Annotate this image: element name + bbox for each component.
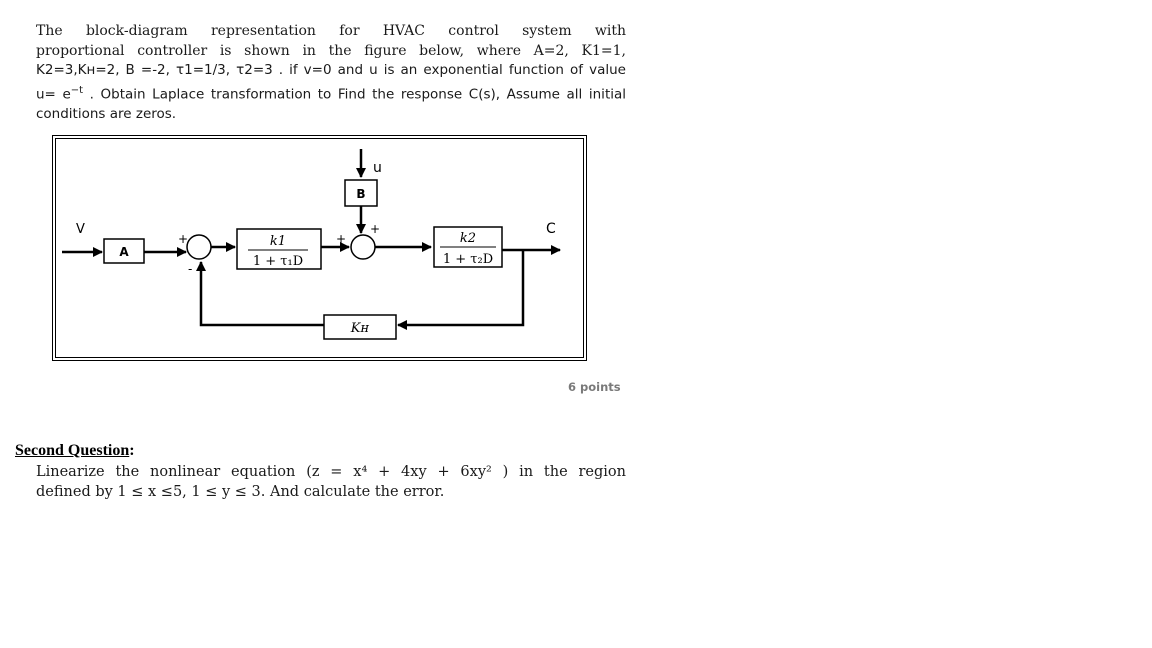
block-b-label: B [356, 187, 366, 201]
question2-title-text: Second Question [15, 442, 130, 459]
question2-title [15, 442, 135, 460]
exponent: −t [70, 84, 84, 96]
sum2-plus-top: + [370, 222, 381, 236]
question2-title-colon: : [129, 442, 135, 459]
q1-line-4 [36, 81, 626, 105]
g1-numerator: k1 [269, 234, 287, 249]
question2-text [36, 463, 626, 502]
feedback-line-left [201, 262, 324, 325]
question1-text [36, 22, 626, 124]
q1-line-4-rest: . Obtain Laplace transformation to Find the response C(s), Assume all initial [83, 86, 627, 102]
summing-junction-2 [351, 235, 375, 259]
q1-line-5: conditions are zeros. [36, 105, 177, 122]
g2-numerator: k2 [459, 231, 477, 246]
q2-line-2: defined by 1 ≤ x ≤5, 1 ≤ y ≤ 3. And calculate the error. [36, 483, 445, 500]
q2-line-1: Linearize the nonlinear equation (z = x⁴ + 4xy + 6xy² ) in the region [36, 464, 626, 480]
output-label: C [546, 221, 556, 237]
g1-denominator: 1 + τ₁D [252, 254, 304, 269]
u-expression: u= e [36, 86, 71, 102]
sum1-plus: + [178, 232, 189, 246]
g2-denominator: 1 + τ₂D [442, 252, 494, 267]
summing-junction-1 [187, 235, 211, 259]
sum2-plus-left: + [336, 232, 347, 246]
block-a-label: A [119, 245, 129, 259]
input-label: V [76, 222, 85, 237]
sum1-minus: - [188, 262, 193, 276]
block-h-label: Kʜ [350, 321, 370, 336]
points-label: 6 points [568, 380, 621, 394]
q1-line-2: proportional controller is shown in the figure below, where A=2, K1=1, [36, 42, 626, 59]
q1-line-3: K2=3,Kʜ=2, B =-2, τ1=1/3, τ2=3 . if v=0 and u is an exponential function of value [36, 62, 626, 78]
q1-line-1: The block-diagram representation for HVAC control system with [36, 23, 626, 39]
block-diagram [52, 135, 588, 363]
disturbance-label: u [373, 160, 382, 176]
